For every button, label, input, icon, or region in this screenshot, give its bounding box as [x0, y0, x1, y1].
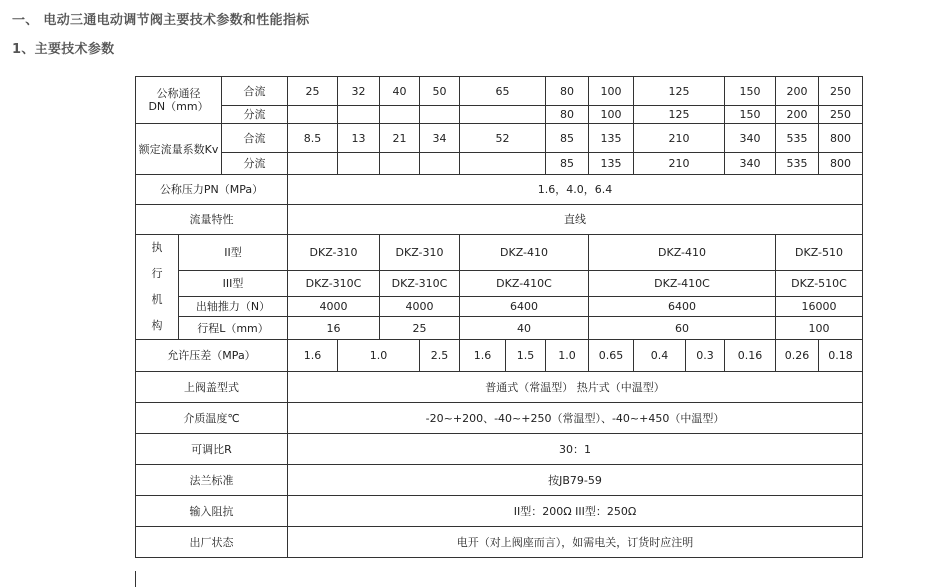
table-cell: 85: [546, 153, 589, 175]
table-cell: 34: [420, 124, 460, 153]
table-cell: 25: [380, 317, 460, 340]
table-cell: DKZ-310: [380, 235, 460, 271]
table-cell: 60: [589, 317, 776, 340]
table-cell: 1.0: [338, 340, 420, 372]
temp-value: -20~+200、-40~+250（常温型）、-40~+450（中温型）: [288, 403, 863, 434]
table-cell: [288, 106, 338, 124]
table-row: [136, 465, 863, 496]
table-cell: 80: [546, 106, 589, 124]
table-cell: 250: [819, 106, 863, 124]
table-cell: 6400: [460, 296, 589, 317]
table-cell: 150: [725, 106, 776, 124]
table-cell: 1.6: [460, 340, 506, 372]
dn-split-label: 分流: [222, 106, 288, 124]
table-row: [136, 106, 863, 124]
table-row: [136, 175, 863, 205]
dp-label: 允许压差（MPa）: [136, 340, 288, 372]
table-row: [136, 434, 863, 465]
flow-value: 直线: [288, 205, 863, 235]
ratio-label: 可调比R: [136, 434, 288, 465]
flange-label: 法兰标准: [136, 465, 288, 496]
pn-value: 1.6，4.0，6.4: [288, 175, 863, 205]
kv-split-label: 分流: [222, 153, 288, 175]
table-cell: 800: [819, 153, 863, 175]
table-cell: 125: [634, 77, 725, 106]
table-row: [136, 372, 863, 403]
table-row: [136, 77, 863, 106]
table-cell: 50: [420, 77, 460, 106]
table-cell: 535: [776, 153, 819, 175]
table-cell: DKZ-410: [589, 235, 776, 271]
factory-value: 电开（对上阀座而言），如需电关，订货时应注明: [288, 527, 863, 558]
table-cell: 200: [776, 106, 819, 124]
impedance-label: 输入阻抗: [136, 496, 288, 527]
table-cell: 13: [338, 124, 380, 153]
table-row: [136, 340, 863, 372]
table-row: [136, 403, 863, 434]
table-cell: DKZ-310C: [288, 271, 380, 297]
table-cell: 16000: [776, 296, 863, 317]
table-cell: DKZ-310C: [380, 271, 460, 297]
table-cell: 1.6: [288, 340, 338, 372]
table-cell: 40: [460, 317, 589, 340]
table-cell: 340: [725, 124, 776, 153]
table-cell: 8.5: [288, 124, 338, 153]
table-cell: 135: [589, 124, 634, 153]
table-cell: 2.5: [420, 340, 460, 372]
table-cell: 250: [819, 77, 863, 106]
table-cell: 1.0: [546, 340, 589, 372]
flow-label: 流量特性: [136, 205, 288, 235]
table-row: [136, 153, 863, 175]
table-row: [136, 296, 863, 317]
table-cell: 800: [819, 124, 863, 153]
table-cell: 100: [589, 106, 634, 124]
dn-merge-label: 合流: [222, 77, 288, 106]
type3-label: III型: [179, 271, 288, 297]
table-row: [136, 235, 863, 271]
subsection-heading: 1、主要技术参数: [12, 42, 115, 57]
table-cell: 0.16: [725, 340, 776, 372]
table-cell: 85: [546, 124, 589, 153]
table-row: [136, 271, 863, 297]
impedance-value: II型：200Ω III型：250Ω: [288, 496, 863, 527]
table-cell: 0.4: [634, 340, 686, 372]
table-cell: [420, 106, 460, 124]
table-cell: 52: [460, 124, 546, 153]
kv-merge-label: 合流: [222, 124, 288, 153]
table-cell: DKZ-410C: [589, 271, 776, 297]
table-row: [136, 205, 863, 235]
table-cell: 4000: [380, 296, 460, 317]
thrust-label: 出轴推力（N）: [179, 296, 288, 317]
table-cell: DKZ-510: [776, 235, 863, 271]
table-cell: 125: [634, 106, 725, 124]
bonnet-value: 普通式（常温型） 热片式（中温型）: [288, 372, 863, 403]
section-heading: 一、 电动三通电动调节阀主要技术参数和性能指标: [12, 13, 310, 28]
table-cell: DKZ-510C: [776, 271, 863, 297]
table-cell: 100: [776, 317, 863, 340]
table-cell: 40: [380, 77, 420, 106]
table-cell: 100: [589, 77, 634, 106]
table-cell: [380, 106, 420, 124]
pn-label: 公称压力PN（MPa）: [136, 175, 288, 205]
table-row: [136, 317, 863, 340]
temp-label: 介质温度℃: [136, 403, 288, 434]
table-cell: 32: [338, 77, 380, 106]
table-cell: [288, 153, 338, 175]
table-cell: 0.18: [819, 340, 863, 372]
stroke-label: 行程L（mm）: [179, 317, 288, 340]
table-cell: DKZ-310: [288, 235, 380, 271]
actuator-label: 执 行 机 构: [136, 235, 179, 340]
table-cell: 210: [634, 124, 725, 153]
table-cell: 535: [776, 124, 819, 153]
table-cell: 150: [725, 77, 776, 106]
table-cell: 0.26: [776, 340, 819, 372]
table-cell: 4000: [288, 296, 380, 317]
table-row: [136, 496, 863, 527]
bonnet-label: 上阀盖型式: [136, 372, 288, 403]
table-cell: 6400: [589, 296, 776, 317]
table-cell: 200: [776, 77, 819, 106]
table-cell: 16: [288, 317, 380, 340]
table-cell: [460, 106, 546, 124]
table-cell: DKZ-410C: [460, 271, 589, 297]
table-cell: 0.65: [589, 340, 634, 372]
table-cell: DKZ-410: [460, 235, 589, 271]
type2-label: II型: [179, 235, 288, 271]
table-cell: 1.5: [506, 340, 546, 372]
table-cell: 135: [589, 153, 634, 175]
table-cell: [338, 153, 380, 175]
table-border-tail: [135, 571, 136, 587]
table-cell: 21: [380, 124, 420, 153]
spec-table: [135, 76, 863, 558]
table-cell: 0.3: [686, 340, 725, 372]
table-cell: 80: [546, 77, 589, 106]
ratio-value: 30：1: [288, 434, 863, 465]
kv-label: 额定流量系数Kv: [136, 124, 222, 175]
flange-value: 按JB79-59: [288, 465, 863, 496]
table-row: [136, 124, 863, 153]
table-cell: [338, 106, 380, 124]
table-cell: [420, 153, 460, 175]
table-cell: 25: [288, 77, 338, 106]
table-row: [136, 527, 863, 558]
table-cell: 65: [460, 77, 546, 106]
table-cell: 340: [725, 153, 776, 175]
table-cell: [460, 153, 546, 175]
table-cell: 210: [634, 153, 725, 175]
dn-label: 公称通径 DN（mm）: [136, 77, 222, 124]
factory-label: 出厂状态: [136, 527, 288, 558]
table-cell: [380, 153, 420, 175]
